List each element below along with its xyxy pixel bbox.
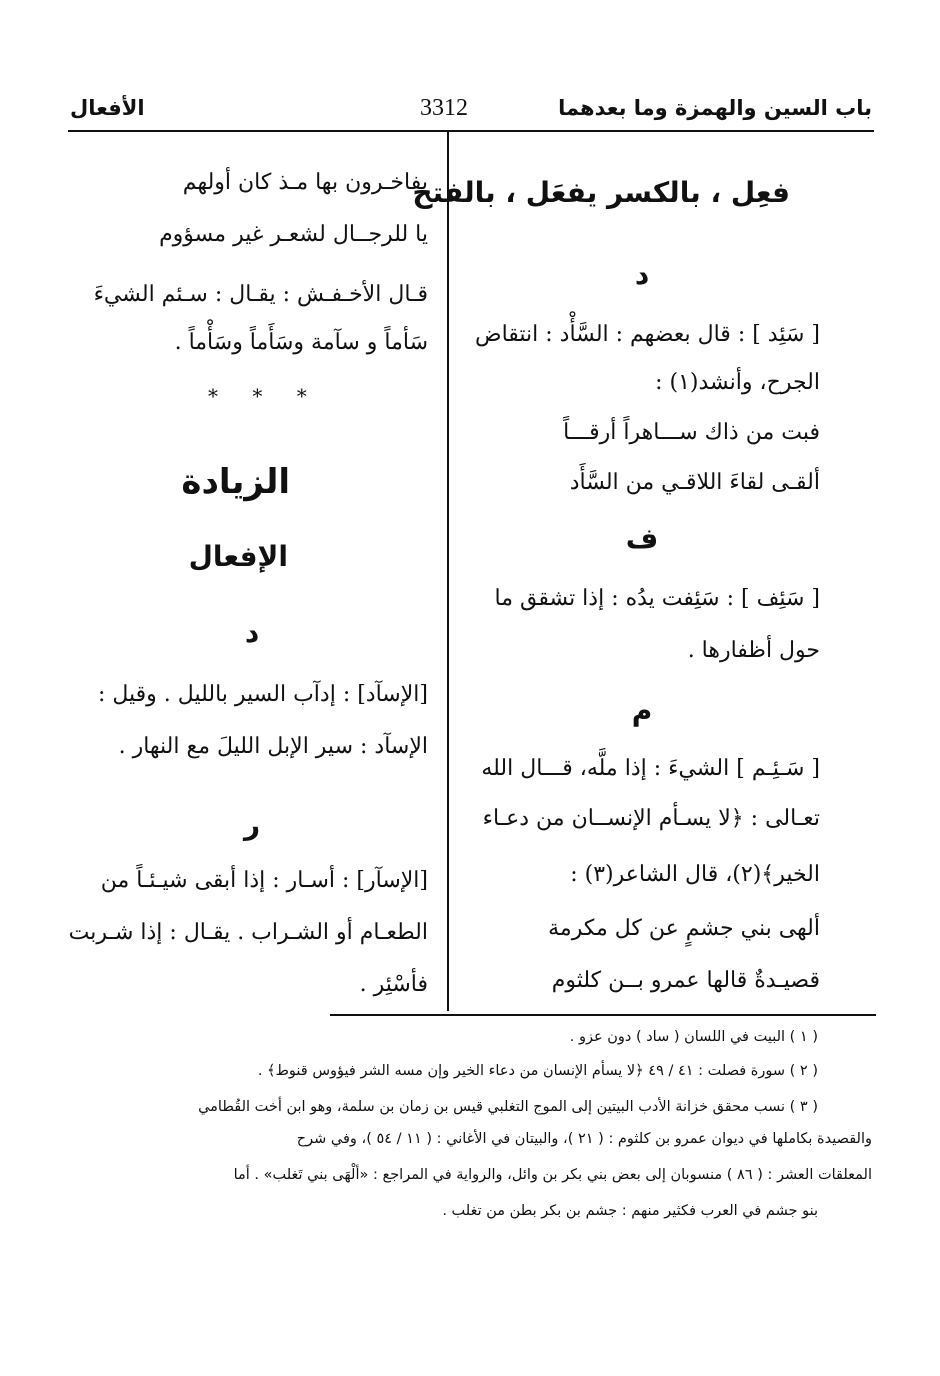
section-separator-stars: * * * bbox=[208, 384, 321, 408]
entry-text: سَأماً و سآمة وسَأَماً وسَأْماً . bbox=[174, 330, 428, 355]
verse-line: ألهى بني جشمٍ عن كل مكرمة bbox=[548, 916, 820, 941]
part-title: الزيادة bbox=[181, 462, 290, 502]
section-title: فعِل ، بالكسر يفعَل ، بالفتح bbox=[412, 176, 790, 209]
verse-line: ألقـى لقاءَ اللاقـي من السَّأَد bbox=[569, 470, 820, 495]
entry-text: الخير﴾(٢)، قال الشاعر(٣) : bbox=[570, 862, 820, 887]
chapter-title: الإفعال bbox=[188, 540, 288, 573]
entry-text: [ سَئِف ] : سَئِفت يدُه : إذا تشقق ما bbox=[494, 586, 820, 611]
entry-text: حول أظفارها . bbox=[687, 638, 820, 663]
footnote-continuation: والقصيدة بكاملها في ديوان عمرو بن كلثوم : ( ٢١ )، والبيتان في الأغاني : ( ١١ / ٥٤ )، وفي شرح bbox=[296, 1131, 872, 1147]
letter-heading-fa: ف bbox=[625, 522, 659, 555]
letter-heading-dal: د bbox=[244, 616, 260, 649]
verse-line: فبت من ذاك ســـاهراً أرقـــاً bbox=[563, 420, 820, 445]
footnote-continuation: بنو جشم في العرب فكثير منهم : جشم بن بكر بطن من تغلب . bbox=[442, 1203, 818, 1219]
entry-text: فأسْئِر . bbox=[359, 972, 428, 997]
entry-text: الإسآد : سير الإبل الليلَ مع النهار . bbox=[118, 734, 428, 759]
letter-heading-ra: ر bbox=[243, 808, 261, 841]
entry-text: تعـالى : ﴿لا يسـأم الإنســان من دعـاء bbox=[482, 806, 820, 831]
footnote-rule bbox=[330, 1014, 876, 1016]
verse-line: يا للرجــال لشعـر غير مسؤوم bbox=[159, 222, 428, 247]
verse-line: قصيـدةٌ قالها عمرو بــن كلثوم bbox=[551, 968, 820, 993]
page-number: 3312 bbox=[420, 95, 468, 121]
letter-heading-dal: د bbox=[634, 258, 650, 291]
footnote: ( ٣ ) نسب محقق خزانة الأدب البيتين إلى الموج التغلبي قيس بن زمان بن سلمة، وهو ابن أخت القُطامي bbox=[198, 1099, 818, 1115]
column-divider bbox=[447, 131, 449, 1011]
entry-text: [الإسآر] : أسـار : إذا أبقى شيـئـاً من bbox=[100, 868, 428, 893]
letter-heading-mim: م bbox=[631, 694, 653, 727]
running-header-chapter: باب السين والهمزة وما بعدهما bbox=[558, 96, 872, 120]
running-header-section: الأفعال bbox=[70, 96, 145, 120]
entry-text: الجرح، وأنشد(١) : bbox=[655, 370, 820, 395]
entry-text: [ سَئِد ] : قال بعضهم : السَّأْد : انتقاض bbox=[474, 322, 820, 347]
header-rule bbox=[68, 130, 874, 132]
footnote: ( ١ ) البيت في اللسان ( ساد ) دون عزو . bbox=[569, 1029, 818, 1045]
footnote-continuation: المعلقات العشر : ( ٨٦ ) منسوبان إلى بعض بني بكر بن وائل، والرواية في المراجع : «ألْهَى بني تَغلب» . أما bbox=[233, 1167, 872, 1183]
entry-text: قـال الأخـفـش : يقـال : سـئم الشيءَ bbox=[93, 282, 428, 307]
footnote: ( ٢ ) سورة فصلت : ٤١ / ٤٩ ﴿لا يسأم الإنسان من دعاء الخير وإن مسه الشر فيؤوس قنوط﴾ . bbox=[257, 1063, 818, 1079]
entry-text: [ سَـئِـم ] الشيءَ : إذا ملَّه، قـــال الله bbox=[481, 756, 820, 781]
verse-line: يفاخـرون بها مـذ كان أولهم bbox=[182, 170, 428, 195]
entry-text: [الإسآد] : إدآب السير بالليل . وقيل : bbox=[97, 682, 428, 707]
entry-text: الطعـام أو الشـراب . يقـال : إذا شـربت bbox=[68, 920, 428, 945]
